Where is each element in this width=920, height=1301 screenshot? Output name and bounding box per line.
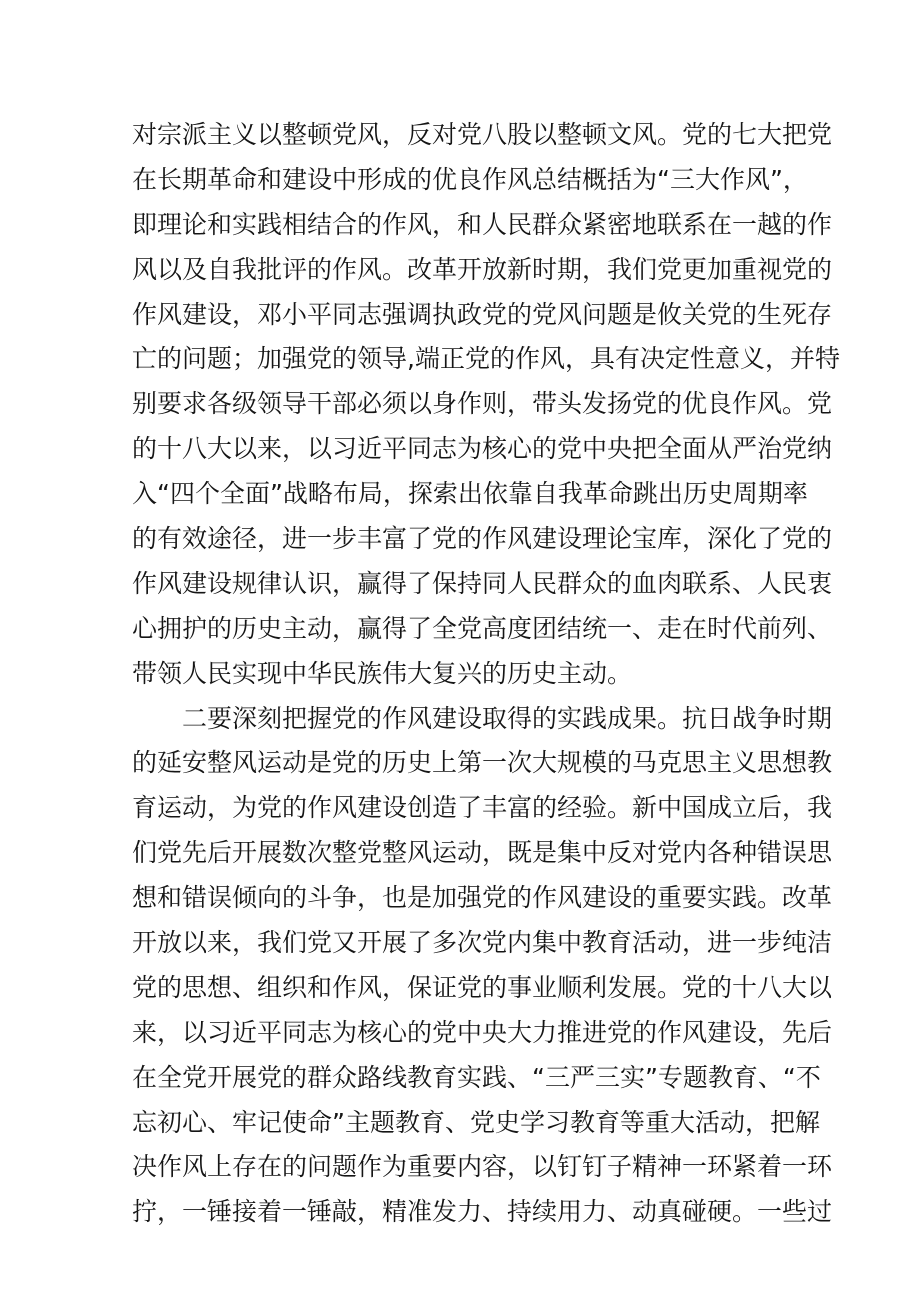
text-line: 作风建设规律认识，赢得了保持同人民群众的血肉联系、人民衷 — [132, 568, 833, 598]
text-line: 的十八大以来，以习近平同志为核心的党中央把全面从严治党纳 — [132, 434, 833, 464]
text-line: 别要求各级领导干部必须以身作则，带头发扬党的优良作风。党 — [132, 389, 833, 419]
paragraph — [132, 697, 833, 1236]
text-line: 亡的问题；加强党的领导,端正党的作风，具有决定性意义，并特 — [132, 344, 840, 374]
text-line: 的延安整风运动是党的历史上第一次大规模的马克思主义思想教 — [132, 748, 833, 778]
text-line: 决作风上存在的问题作为重要内容，以钉钉子精神一环紧着一环 — [132, 1152, 833, 1182]
text-line: 入“四个全面”战略布局，探索出依靠自我革命跳出历史周期率 — [132, 479, 808, 509]
text-line: 开放以来，我们党又开展了多次党内集中教育活动，进一步纯洁 — [132, 928, 833, 958]
text-line: 忘初心、牢记使命”主题教育、党史学习教育等重大活动，把解 — [132, 1107, 820, 1137]
text-line: 二要深刻把握党的作风建设取得的实践成果。抗日战争时期 — [182, 703, 833, 733]
paragraph — [132, 113, 840, 697]
text-line: 对宗派主义以整顿党风，反对党八股以整顿文风。党的七大把党 — [132, 120, 833, 149]
text-line: 即理论和实践相结合的作风，和人民群众紧密地联系在一越的作 — [132, 209, 833, 239]
text-line: 想和错误倾向的斗争，也是加强党的作风建设的重要实践。改革 — [132, 883, 833, 913]
text-line: 的有效途径，进一步丰富了党的作风建设理论宝库，深化了党的 — [132, 524, 833, 554]
text-line: 来，以习近平同志为核心的党中央大力推进党的作风建设，先后 — [132, 1017, 833, 1047]
text-line: 带领人民实现中华民族伟大复兴的历史主动。 — [132, 658, 633, 688]
text-line: 们党先后开展数次整党整风运动，既是集中反对党内各种错误思 — [132, 838, 833, 868]
text-line: 在全党开展党的群众路线教育实践、“三严三实”专题教育、“不 — [132, 1062, 821, 1092]
text-line: 在长期革命和建设中形成的优良作风总结概括为“三大作风”， — [132, 164, 808, 194]
text-line: 党的思想、组织和作风，保证党的事业顺利发展。党的十八大以 — [132, 972, 833, 1002]
text-line: 风以及自我批评的作风。改革开放新时期，我们党更加重视党的 — [132, 254, 833, 284]
text-line: 作风建设，邓小平同志强调执政党的党风问题是攸关党的生死存 — [132, 299, 833, 329]
text-line: 育运动，为党的作风建设创造了丰富的经验。新中国成立后，我 — [132, 793, 833, 823]
text-line: 拧，一锤接着一锤敲，精准发力、持续用力、动真碰硬。一些过 — [132, 1197, 833, 1227]
body-text — [132, 113, 840, 1235]
text-line: 心拥护的历史主动，赢得了全党高度团结统一、走在时代前列、 — [132, 613, 833, 643]
